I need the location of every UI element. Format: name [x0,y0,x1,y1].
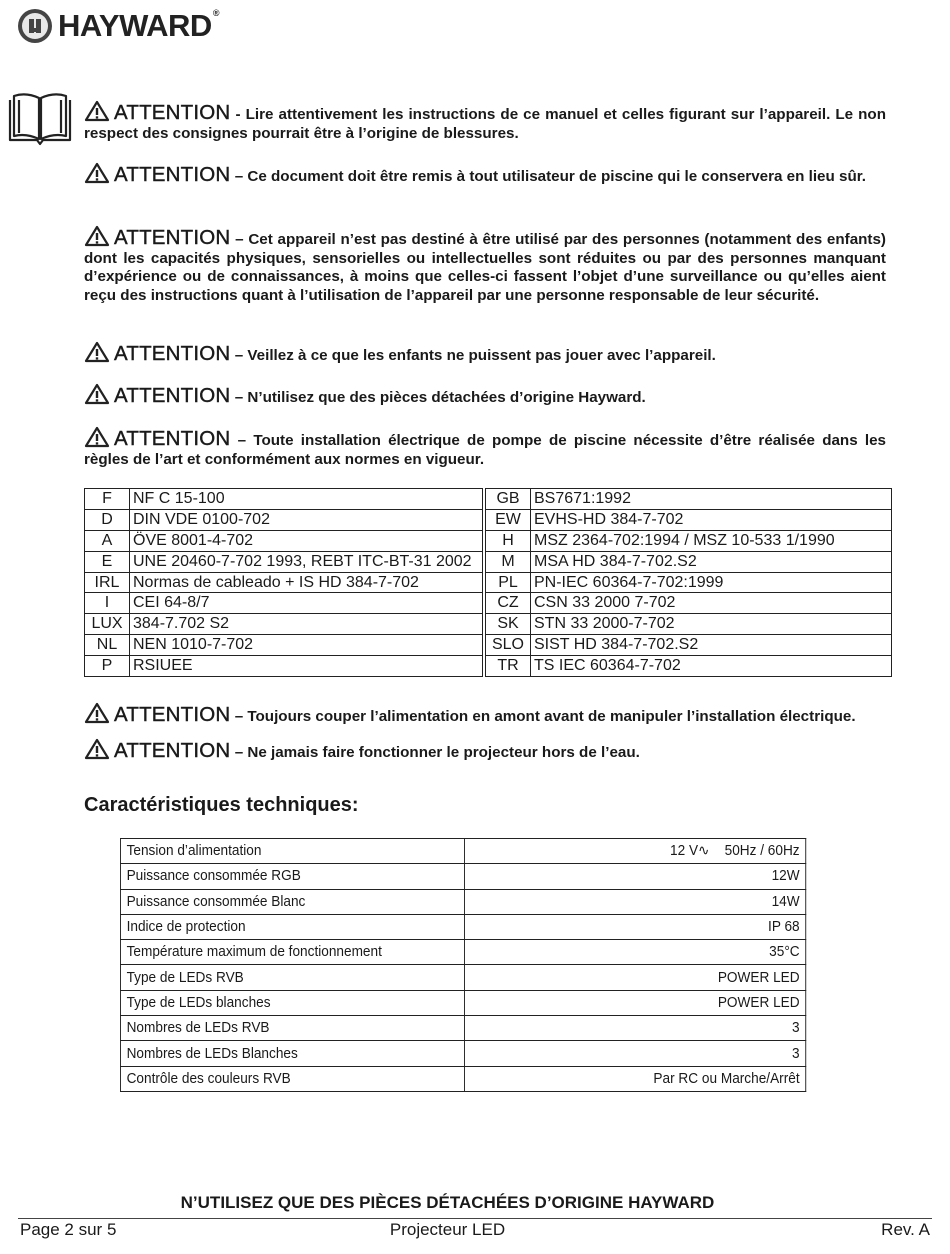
spec-label: Nombres de LEDs RVB [120,1016,464,1041]
warning-1 [84,100,886,143]
norm-value: RSIUEE [130,656,483,677]
warning-dash: – [237,432,247,449]
specs-heading: Caractéristiques techniques: [84,794,359,816]
warning-triangle-icon [84,383,110,405]
warning-3 [84,225,886,306]
country-code: I [85,593,130,614]
norm-value: SIST HD 384-7-702.S2 [531,635,892,656]
norm-value: EVHS-HD 384-7-702 [531,509,892,530]
revision: Rev. A [881,1220,930,1239]
warning-title: ATTENTION [114,427,231,450]
norms-row [85,614,892,635]
spec-label: Tension d’alimentation [120,839,464,864]
page-number: Page 2 sur 5 [20,1220,117,1239]
country-code: A [85,530,130,551]
country-code: E [85,551,130,572]
warning-text: Lire attentivement les instructions de ce manuel et celles figurant sur l’appareil. Le non respect des consignes pourrait être à l’origine de blessures. [84,106,886,142]
country-code: H [486,530,531,551]
spec-label: Indice de protection [120,914,464,939]
country-code: F [85,489,130,510]
spec-label: Température maximum de fonctionnement [120,940,464,965]
spec-value: 35°C [465,940,806,965]
norms-table [84,488,892,677]
warning-title: ATTENTION [114,163,231,186]
spec-value: 3 [465,1041,806,1066]
warning-dash: – [235,231,244,248]
spec-label: Puissance consommée Blanc [120,889,464,914]
country-code: M [486,551,531,572]
country-code: PL [486,572,531,593]
spec-row [120,1066,805,1091]
spec-row [120,839,805,864]
spec-row [120,864,805,889]
norm-value: 384-7.702 S2 [130,614,483,635]
warning-title: ATTENTION [114,384,231,407]
norms-row [85,551,892,572]
norm-value: CSN 33 2000 7-702 [531,593,892,614]
country-code: IRL [85,572,130,593]
warning-6 [84,426,886,469]
spec-label: Type de LEDs blanches [120,990,464,1015]
hayward-logo [18,8,219,44]
warning-dash: – [234,347,244,364]
warning-triangle-icon [84,738,110,760]
spec-value: 14W [465,889,806,914]
norm-value: CEI 64-8/7 [130,593,483,614]
spec-value: POWER LED [465,990,806,1015]
spec-value: 12 V∿ 50Hz / 60Hz [465,839,806,864]
spec-row [120,965,805,990]
norm-value: PN-IEC 60364-7-702:1999 [531,572,892,593]
spec-row [120,914,805,939]
hayward-logo-icon [18,9,52,43]
country-code: EW [486,509,531,530]
spec-value: 3 [465,1016,806,1041]
warning-4 [84,341,886,366]
spec-row [120,1041,805,1066]
specs-table [120,838,806,1092]
warning-triangle-icon [84,426,110,448]
country-code: P [85,656,130,677]
brand-name: HAYWARD® [58,8,219,43]
norms-row [85,509,892,530]
norms-row [85,656,892,677]
norm-value: TS IEC 60364-7-702 [531,656,892,677]
norms-row [85,530,892,551]
warning-2 [84,162,886,187]
country-code: TR [486,656,531,677]
norm-value: NEN 1010-7-702 [130,635,483,656]
product-name: Projecteur LED [389,1220,506,1239]
warning-triangle-icon [84,341,110,363]
spec-value: Par RC ou Marche/Arrêt [465,1066,806,1091]
warning-dash: – [234,389,244,406]
footer-note: N’UTILISEZ QUE DES PIÈCES DÉTACHÉES D’ORIGINE HAYWARD [180,1193,715,1212]
warning-triangle-icon [84,162,110,184]
warning-text: Veillez à ce que les enfants ne puissent pas jouer avec l’appareil. [247,347,716,364]
country-code: GB [486,489,531,510]
norm-value: MSZ 2364-702:1994 / MSZ 10-533 1/1990 [531,530,892,551]
manual-book-icon [6,90,74,148]
warning-text: Toute installation électrique de pompe de piscine nécessite d’être réalisée dans les règles de l’art et conformément aux normes en vigueur. [84,432,886,468]
warning-dash: – [234,168,244,185]
spec-value: POWER LED [465,965,806,990]
norm-value: MSA HD 384-7-702.S2 [531,551,892,572]
country-code: LUX [85,614,130,635]
warning-8: ATTENTION – Ne jamais faire fonctionner le projecteur hors de l’eau. [84,738,886,763]
warning-7: ATTENTION – Toujours couper l’alimentation en amont avant de manipuler l’installation électrique. [84,702,886,727]
spec-value: 12W [465,864,806,889]
spec-label: Type de LEDs RVB [120,965,464,990]
spec-row [120,990,805,1015]
warning-title: ATTENTION [114,342,231,365]
warning-title: ATTENTION [114,101,231,124]
spec-label: Nombres de LEDs Blanches [120,1041,464,1066]
country-code: D [85,509,130,530]
country-code: CZ [486,593,531,614]
norm-value: DIN VDE 0100-702 [130,509,483,530]
spec-value: IP 68 [465,914,806,939]
warning-triangle-icon [84,225,110,247]
country-code: NL [85,635,130,656]
country-code: SLO [486,635,531,656]
footer-divider [18,1218,932,1219]
warning-text: N’utilisez que des pièces détachées d’origine Hayward. [247,389,646,406]
warning-text: Cet appareil n’est pas destiné à être utilisé par des personnes (notamment des enfants) dont les capacités physiques, sensorielles ou intellectuelles sont réduites ou par des personnes manquant d’expérience ou de connaissances, à moins que celles-ci fassent l’objet d’une surveillance ou qu’elles aient reçu des instructions quant à l’utilisation de l’appareil par une personne responsable de leur sécurité. [84,231,886,305]
norms-row [85,635,892,656]
warning-dash: - [235,106,241,123]
norm-value: NF C 15-100 [130,489,483,510]
norm-value: BS7671:1992 [531,489,892,510]
country-code: SK [486,614,531,635]
warning-triangle-icon [84,100,110,122]
spec-label: Puissance consommée RGB [120,864,464,889]
warning-title: ATTENTION [114,226,231,249]
spec-row [120,889,805,914]
norms-row [85,489,892,510]
warning-5 [84,383,886,408]
norms-row [85,593,892,614]
norm-value: ÖVE 8001-4-702 [130,530,483,551]
norm-value: UNE 20460-7-702 1993, REBT ITC-BT-31 2002 [130,551,483,572]
norms-row [85,572,892,593]
warning-text: Ce document doit être remis à tout utilisateur de piscine qui le conservera en lieu sûr. [247,168,867,185]
spec-row [120,940,805,965]
spec-row [120,1016,805,1041]
norm-value: Normas de cableado + IS HD 384-7-702 [130,572,483,593]
warning-triangle-icon [84,702,110,724]
norm-value: STN 33 2000-7-702 [531,614,892,635]
spec-label: Contrôle des couleurs RVB [120,1066,464,1091]
